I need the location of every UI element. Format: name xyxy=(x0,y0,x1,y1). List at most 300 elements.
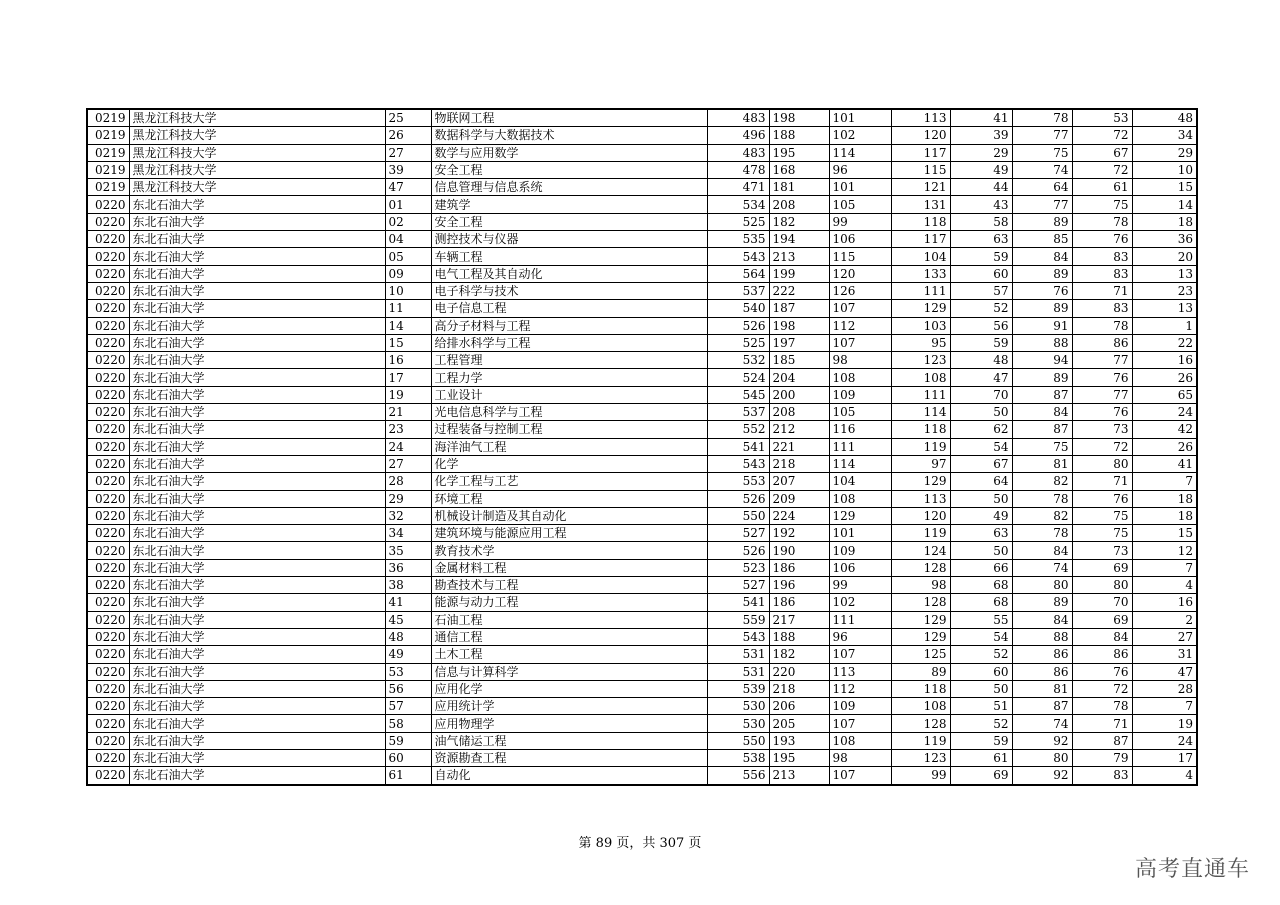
score-e-cell: 78 xyxy=(1012,525,1072,542)
school-code-cell: 0220 xyxy=(87,300,129,317)
rank-cell: 36 xyxy=(1132,231,1197,248)
major-name-cell: 电子信息工程 xyxy=(431,300,707,317)
major-code-cell: 27 xyxy=(385,144,431,161)
major-code-cell: 48 xyxy=(385,628,431,645)
score-b-cell: 102 xyxy=(829,594,891,611)
score-b-cell: 99 xyxy=(829,213,891,230)
score-total-cell: 483 xyxy=(707,109,769,127)
score-b-cell: 107 xyxy=(829,300,891,317)
rank-cell: 34 xyxy=(1132,127,1197,144)
rank-cell: 14 xyxy=(1132,196,1197,213)
major-name-cell: 勘查技术与工程 xyxy=(431,577,707,594)
major-code-cell: 24 xyxy=(385,438,431,455)
score-total-cell: 550 xyxy=(707,732,769,749)
score-e-cell: 76 xyxy=(1012,282,1072,299)
school-name-cell: 东北石油大学 xyxy=(129,438,385,455)
score-f-cell: 76 xyxy=(1072,369,1132,386)
score-f-cell: 76 xyxy=(1072,231,1132,248)
score-a-cell: 218 xyxy=(769,680,829,697)
score-total-cell: 526 xyxy=(707,490,769,507)
score-d-cell: 50 xyxy=(950,680,1012,697)
score-c-cell: 117 xyxy=(891,144,950,161)
table-row xyxy=(87,594,1197,611)
school-code-cell: 0219 xyxy=(87,127,129,144)
school-code-cell: 0220 xyxy=(87,559,129,576)
table-row xyxy=(87,715,1197,732)
score-f-cell: 83 xyxy=(1072,300,1132,317)
score-total-cell: 540 xyxy=(707,300,769,317)
score-f-cell: 87 xyxy=(1072,732,1132,749)
score-e-cell: 92 xyxy=(1012,767,1072,785)
score-total-cell: 543 xyxy=(707,628,769,645)
score-f-cell: 76 xyxy=(1072,490,1132,507)
score-d-cell: 61 xyxy=(950,749,1012,766)
school-name-cell: 东北石油大学 xyxy=(129,334,385,351)
score-total-cell: 537 xyxy=(707,404,769,421)
score-c-cell: 119 xyxy=(891,525,950,542)
school-code-cell: 0220 xyxy=(87,542,129,559)
school-name-cell: 东北石油大学 xyxy=(129,248,385,265)
table-row xyxy=(87,144,1197,161)
major-code-cell: 14 xyxy=(385,317,431,334)
score-e-cell: 80 xyxy=(1012,749,1072,766)
table-row xyxy=(87,611,1197,628)
major-code-cell: 49 xyxy=(385,646,431,663)
major-code-cell: 27 xyxy=(385,455,431,472)
score-total-cell: 496 xyxy=(707,127,769,144)
score-d-cell: 60 xyxy=(950,663,1012,680)
major-code-cell: 61 xyxy=(385,767,431,785)
score-c-cell: 131 xyxy=(891,196,950,213)
score-b-cell: 105 xyxy=(829,196,891,213)
score-total-cell: 556 xyxy=(707,767,769,785)
school-name-cell: 东北石油大学 xyxy=(129,577,385,594)
score-e-cell: 89 xyxy=(1012,213,1072,230)
rank-cell: 42 xyxy=(1132,421,1197,438)
score-c-cell: 89 xyxy=(891,663,950,680)
score-b-cell: 116 xyxy=(829,421,891,438)
table-row xyxy=(87,282,1197,299)
table-row xyxy=(87,317,1197,334)
score-e-cell: 81 xyxy=(1012,455,1072,472)
score-total-cell: 559 xyxy=(707,611,769,628)
score-b-cell: 129 xyxy=(829,507,891,524)
rank-cell: 15 xyxy=(1132,525,1197,542)
score-a-cell: 208 xyxy=(769,404,829,421)
major-name-cell: 建筑环境与能源应用工程 xyxy=(431,525,707,542)
score-d-cell: 51 xyxy=(950,698,1012,715)
score-e-cell: 78 xyxy=(1012,490,1072,507)
rank-cell: 18 xyxy=(1132,507,1197,524)
school-code-cell: 0220 xyxy=(87,680,129,697)
score-f-cell: 69 xyxy=(1072,611,1132,628)
score-a-cell: 204 xyxy=(769,369,829,386)
table-row xyxy=(87,628,1197,645)
score-d-cell: 47 xyxy=(950,369,1012,386)
rank-cell: 65 xyxy=(1132,386,1197,403)
school-name-cell: 东北石油大学 xyxy=(129,594,385,611)
score-f-cell: 80 xyxy=(1072,455,1132,472)
score-total-cell: 524 xyxy=(707,369,769,386)
score-e-cell: 87 xyxy=(1012,386,1072,403)
score-total-cell: 525 xyxy=(707,213,769,230)
school-code-cell: 0220 xyxy=(87,369,129,386)
rank-cell: 19 xyxy=(1132,715,1197,732)
table-row xyxy=(87,300,1197,317)
score-f-cell: 73 xyxy=(1072,421,1132,438)
score-c-cell: 133 xyxy=(891,265,950,282)
score-b-cell: 126 xyxy=(829,282,891,299)
score-c-cell: 118 xyxy=(891,680,950,697)
major-name-cell: 数学与应用数学 xyxy=(431,144,707,161)
score-a-cell: 205 xyxy=(769,715,829,732)
major-code-cell: 25 xyxy=(385,109,431,127)
major-code-cell: 41 xyxy=(385,594,431,611)
score-c-cell: 119 xyxy=(891,438,950,455)
rank-cell: 4 xyxy=(1132,577,1197,594)
score-d-cell: 66 xyxy=(950,559,1012,576)
major-code-cell: 29 xyxy=(385,490,431,507)
score-a-cell: 213 xyxy=(769,767,829,785)
school-code-cell: 0220 xyxy=(87,767,129,785)
score-e-cell: 84 xyxy=(1012,404,1072,421)
score-c-cell: 123 xyxy=(891,352,950,369)
score-f-cell: 70 xyxy=(1072,594,1132,611)
school-name-cell: 东北石油大学 xyxy=(129,507,385,524)
score-c-cell: 121 xyxy=(891,179,950,196)
school-name-cell: 东北石油大学 xyxy=(129,196,385,213)
table-row xyxy=(87,455,1197,472)
score-a-cell: 195 xyxy=(769,144,829,161)
major-code-cell: 32 xyxy=(385,507,431,524)
school-name-cell: 黑龙江科技大学 xyxy=(129,109,385,127)
rank-cell: 26 xyxy=(1132,369,1197,386)
school-name-cell: 东北石油大学 xyxy=(129,473,385,490)
major-code-cell: 02 xyxy=(385,213,431,230)
score-total-cell: 530 xyxy=(707,698,769,715)
school-name-cell: 东北石油大学 xyxy=(129,698,385,715)
table-row xyxy=(87,767,1197,785)
score-c-cell: 113 xyxy=(891,490,950,507)
score-c-cell: 111 xyxy=(891,386,950,403)
score-total-cell: 541 xyxy=(707,594,769,611)
score-total-cell: 543 xyxy=(707,248,769,265)
score-e-cell: 88 xyxy=(1012,628,1072,645)
score-f-cell: 77 xyxy=(1072,386,1132,403)
rank-cell: 16 xyxy=(1132,594,1197,611)
score-total-cell: 539 xyxy=(707,680,769,697)
major-code-cell: 21 xyxy=(385,404,431,421)
table-row xyxy=(87,161,1197,178)
major-code-cell: 39 xyxy=(385,161,431,178)
table-row xyxy=(87,248,1197,265)
major-code-cell: 34 xyxy=(385,525,431,542)
rank-cell: 28 xyxy=(1132,680,1197,697)
score-total-cell: 526 xyxy=(707,542,769,559)
score-e-cell: 84 xyxy=(1012,542,1072,559)
score-d-cell: 63 xyxy=(950,231,1012,248)
score-d-cell: 59 xyxy=(950,248,1012,265)
score-total-cell: 527 xyxy=(707,525,769,542)
score-a-cell: 186 xyxy=(769,594,829,611)
score-e-cell: 77 xyxy=(1012,196,1072,213)
score-b-cell: 105 xyxy=(829,404,891,421)
major-code-cell: 47 xyxy=(385,179,431,196)
score-d-cell: 59 xyxy=(950,334,1012,351)
score-total-cell: 552 xyxy=(707,421,769,438)
score-d-cell: 56 xyxy=(950,317,1012,334)
school-code-cell: 0220 xyxy=(87,282,129,299)
score-b-cell: 101 xyxy=(829,109,891,127)
score-a-cell: 198 xyxy=(769,317,829,334)
major-name-cell: 过程装备与控制工程 xyxy=(431,421,707,438)
school-code-cell: 0220 xyxy=(87,507,129,524)
score-d-cell: 44 xyxy=(950,179,1012,196)
score-a-cell: 217 xyxy=(769,611,829,628)
major-code-cell: 58 xyxy=(385,715,431,732)
table-row xyxy=(87,698,1197,715)
score-a-cell: 188 xyxy=(769,628,829,645)
score-b-cell: 114 xyxy=(829,455,891,472)
score-e-cell: 92 xyxy=(1012,732,1072,749)
score-a-cell: 218 xyxy=(769,455,829,472)
rank-cell: 12 xyxy=(1132,542,1197,559)
table-row xyxy=(87,213,1197,230)
score-b-cell: 98 xyxy=(829,749,891,766)
major-code-cell: 19 xyxy=(385,386,431,403)
table-row xyxy=(87,542,1197,559)
score-total-cell: 543 xyxy=(707,455,769,472)
score-b-cell: 120 xyxy=(829,265,891,282)
school-name-cell: 东北石油大学 xyxy=(129,265,385,282)
score-c-cell: 108 xyxy=(891,698,950,715)
score-d-cell: 63 xyxy=(950,525,1012,542)
rank-cell: 20 xyxy=(1132,248,1197,265)
page-footer: 第 89 页，共 307 页 xyxy=(578,836,702,851)
score-total-cell: 471 xyxy=(707,179,769,196)
score-a-cell: 186 xyxy=(769,559,829,576)
score-c-cell: 118 xyxy=(891,421,950,438)
table-row xyxy=(87,507,1197,524)
score-a-cell: 188 xyxy=(769,127,829,144)
major-name-cell: 信息与计算科学 xyxy=(431,663,707,680)
score-total-cell: 526 xyxy=(707,317,769,334)
table-row xyxy=(87,352,1197,369)
score-a-cell: 198 xyxy=(769,109,829,127)
major-code-cell: 35 xyxy=(385,542,431,559)
major-code-cell: 10 xyxy=(385,282,431,299)
score-b-cell: 108 xyxy=(829,490,891,507)
major-code-cell: 16 xyxy=(385,352,431,369)
score-c-cell: 108 xyxy=(891,369,950,386)
score-b-cell: 113 xyxy=(829,663,891,680)
school-name-cell: 东北石油大学 xyxy=(129,231,385,248)
major-name-cell: 给排水科学与工程 xyxy=(431,334,707,351)
major-code-cell: 38 xyxy=(385,577,431,594)
score-b-cell: 106 xyxy=(829,231,891,248)
score-d-cell: 70 xyxy=(950,386,1012,403)
score-b-cell: 101 xyxy=(829,179,891,196)
score-a-cell: 224 xyxy=(769,507,829,524)
major-code-cell: 28 xyxy=(385,473,431,490)
score-b-cell: 111 xyxy=(829,438,891,455)
score-d-cell: 62 xyxy=(950,421,1012,438)
school-code-cell: 0220 xyxy=(87,715,129,732)
school-name-cell: 东北石油大学 xyxy=(129,680,385,697)
score-total-cell: 534 xyxy=(707,196,769,213)
major-code-cell: 01 xyxy=(385,196,431,213)
score-e-cell: 77 xyxy=(1012,127,1072,144)
score-d-cell: 50 xyxy=(950,490,1012,507)
score-b-cell: 107 xyxy=(829,767,891,785)
score-f-cell: 72 xyxy=(1072,680,1132,697)
score-d-cell: 43 xyxy=(950,196,1012,213)
score-c-cell: 128 xyxy=(891,715,950,732)
major-code-cell: 57 xyxy=(385,698,431,715)
score-a-cell: 194 xyxy=(769,231,829,248)
score-d-cell: 41 xyxy=(950,109,1012,127)
school-name-cell: 东北石油大学 xyxy=(129,352,385,369)
score-total-cell: 537 xyxy=(707,282,769,299)
major-name-cell: 海洋油气工程 xyxy=(431,438,707,455)
score-f-cell: 76 xyxy=(1072,404,1132,421)
score-c-cell: 113 xyxy=(891,109,950,127)
school-code-cell: 0220 xyxy=(87,749,129,766)
score-f-cell: 75 xyxy=(1072,196,1132,213)
score-e-cell: 84 xyxy=(1012,611,1072,628)
school-name-cell: 黑龙江科技大学 xyxy=(129,127,385,144)
score-f-cell: 75 xyxy=(1072,507,1132,524)
school-code-cell: 0220 xyxy=(87,352,129,369)
table-row xyxy=(87,369,1197,386)
score-f-cell: 83 xyxy=(1072,248,1132,265)
score-f-cell: 73 xyxy=(1072,542,1132,559)
table-row xyxy=(87,680,1197,697)
rank-cell: 27 xyxy=(1132,628,1197,645)
school-name-cell: 东北石油大学 xyxy=(129,300,385,317)
score-b-cell: 104 xyxy=(829,473,891,490)
score-a-cell: 199 xyxy=(769,265,829,282)
school-name-cell: 东北石油大学 xyxy=(129,369,385,386)
rank-cell: 31 xyxy=(1132,646,1197,663)
school-name-cell: 东北石油大学 xyxy=(129,542,385,559)
major-name-cell: 油气储运工程 xyxy=(431,732,707,749)
rank-cell: 10 xyxy=(1132,161,1197,178)
score-a-cell: 209 xyxy=(769,490,829,507)
major-name-cell: 信息管理与信息系统 xyxy=(431,179,707,196)
score-total-cell: 545 xyxy=(707,386,769,403)
score-a-cell: 222 xyxy=(769,282,829,299)
school-name-cell: 东北石油大学 xyxy=(129,490,385,507)
table-row xyxy=(87,559,1197,576)
score-total-cell: 532 xyxy=(707,352,769,369)
score-a-cell: 197 xyxy=(769,334,829,351)
table-row xyxy=(87,109,1197,127)
rank-cell: 41 xyxy=(1132,455,1197,472)
score-total-cell: 527 xyxy=(707,577,769,594)
school-code-cell: 0220 xyxy=(87,646,129,663)
major-code-cell: 26 xyxy=(385,127,431,144)
rank-cell: 47 xyxy=(1132,663,1197,680)
score-table xyxy=(86,108,1198,786)
school-code-cell: 0220 xyxy=(87,248,129,265)
score-e-cell: 74 xyxy=(1012,715,1072,732)
school-name-cell: 东北石油大学 xyxy=(129,767,385,785)
score-e-cell: 74 xyxy=(1012,161,1072,178)
rank-cell: 7 xyxy=(1132,559,1197,576)
major-name-cell: 电气工程及其自动化 xyxy=(431,265,707,282)
school-code-cell: 0220 xyxy=(87,628,129,645)
score-a-cell: 220 xyxy=(769,663,829,680)
score-e-cell: 75 xyxy=(1012,438,1072,455)
score-e-cell: 81 xyxy=(1012,680,1072,697)
major-code-cell: 09 xyxy=(385,265,431,282)
score-c-cell: 124 xyxy=(891,542,950,559)
score-b-cell: 102 xyxy=(829,127,891,144)
score-e-cell: 87 xyxy=(1012,698,1072,715)
score-f-cell: 67 xyxy=(1072,144,1132,161)
major-name-cell: 物联网工程 xyxy=(431,109,707,127)
score-d-cell: 68 xyxy=(950,577,1012,594)
score-a-cell: 168 xyxy=(769,161,829,178)
score-b-cell: 98 xyxy=(829,352,891,369)
score-f-cell: 75 xyxy=(1072,525,1132,542)
major-name-cell: 数据科学与大数据技术 xyxy=(431,127,707,144)
major-name-cell: 化学工程与工艺 xyxy=(431,473,707,490)
score-c-cell: 120 xyxy=(891,127,950,144)
major-name-cell: 工程管理 xyxy=(431,352,707,369)
major-code-cell: 53 xyxy=(385,663,431,680)
rank-cell: 24 xyxy=(1132,732,1197,749)
score-d-cell: 39 xyxy=(950,127,1012,144)
score-c-cell: 128 xyxy=(891,594,950,611)
major-name-cell: 车辆工程 xyxy=(431,248,707,265)
major-name-cell: 能源与动力工程 xyxy=(431,594,707,611)
score-total-cell: 523 xyxy=(707,559,769,576)
score-e-cell: 64 xyxy=(1012,179,1072,196)
score-total-cell: 478 xyxy=(707,161,769,178)
score-a-cell: 182 xyxy=(769,213,829,230)
school-code-cell: 0220 xyxy=(87,196,129,213)
score-f-cell: 83 xyxy=(1072,767,1132,785)
score-d-cell: 57 xyxy=(950,282,1012,299)
school-code-cell: 0220 xyxy=(87,698,129,715)
rank-cell: 17 xyxy=(1132,749,1197,766)
score-b-cell: 96 xyxy=(829,628,891,645)
major-name-cell: 自动化 xyxy=(431,767,707,785)
major-name-cell: 安全工程 xyxy=(431,213,707,230)
score-c-cell: 129 xyxy=(891,628,950,645)
major-name-cell: 土木工程 xyxy=(431,646,707,663)
school-code-cell: 0219 xyxy=(87,109,129,127)
watermark-logo-text: 高考直通车 xyxy=(1134,857,1250,882)
score-b-cell: 109 xyxy=(829,386,891,403)
score-b-cell: 107 xyxy=(829,334,891,351)
score-e-cell: 91 xyxy=(1012,317,1072,334)
score-c-cell: 103 xyxy=(891,317,950,334)
score-f-cell: 84 xyxy=(1072,628,1132,645)
table-row xyxy=(87,265,1197,282)
school-name-cell: 东北石油大学 xyxy=(129,525,385,542)
table-row xyxy=(87,127,1197,144)
score-b-cell: 114 xyxy=(829,144,891,161)
school-code-cell: 0220 xyxy=(87,213,129,230)
rank-cell: 13 xyxy=(1132,265,1197,282)
score-c-cell: 123 xyxy=(891,749,950,766)
score-e-cell: 94 xyxy=(1012,352,1072,369)
score-total-cell: 531 xyxy=(707,663,769,680)
score-c-cell: 119 xyxy=(891,732,950,749)
